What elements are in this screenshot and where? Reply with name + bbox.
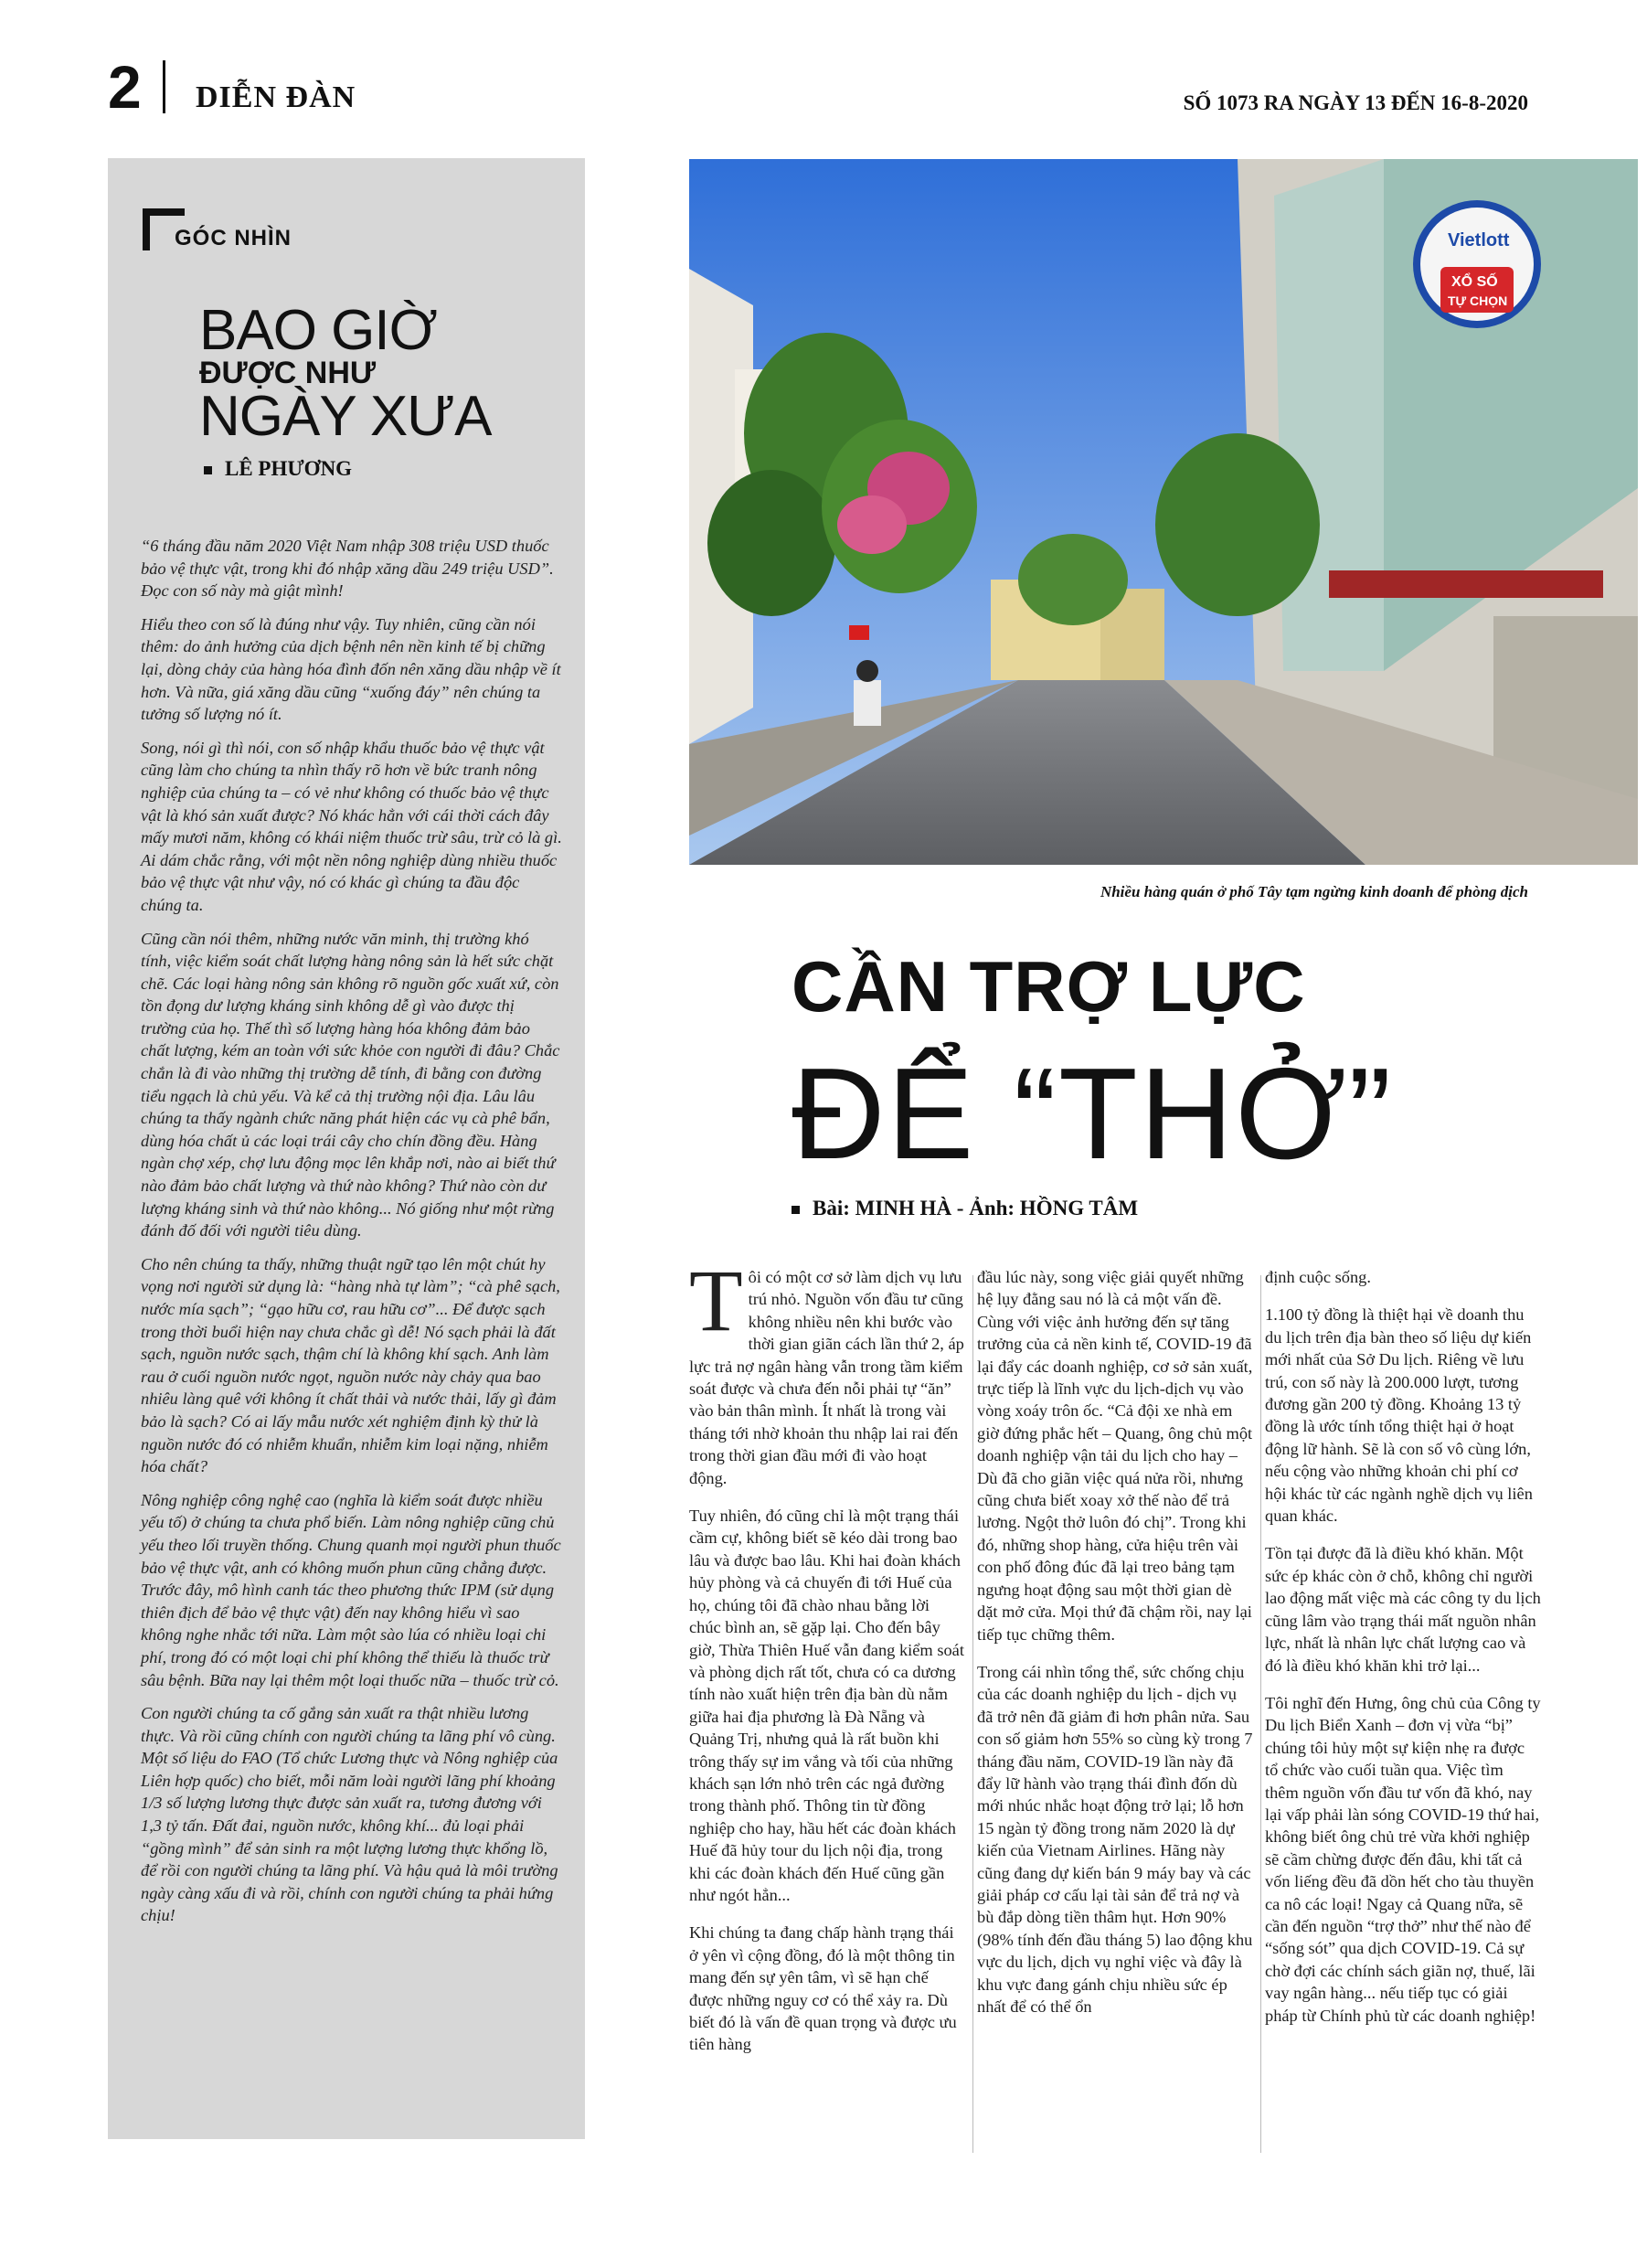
byline-text: Bài: MINH HÀ - Ảnh: HỒNG TÂM xyxy=(813,1197,1139,1219)
bullet-square-icon xyxy=(204,466,212,474)
sidebar-paragraph: Hiểu theo con số là đúng như vậy. Tuy nhiên, cũng cần nói thêm: do ảnh hưởng của dịch bệnh nên nền kinh tế bị chững lại, dòng chảy của hàng hóa đình đốn nên xăng dầu nhập về ít hơn. Và nữa, giá xăng dầu cũng “xuống đáy” nên chúng ta tưởng số lượng nó ít. xyxy=(141,614,561,724)
sidebar-goc-nhin xyxy=(108,158,585,2139)
sidebar-title-line1: BAO GIỜ xyxy=(199,299,437,362)
issue-info: SỐ 1073 RA NGÀY 13 ĐẾN 16-8-2020 xyxy=(1183,91,1528,114)
vietlott-sign xyxy=(1413,200,1541,328)
sidebar-author-name: LÊ PHƯƠNG xyxy=(225,457,353,480)
article-paragraph: Tuy nhiên, đó cũng chỉ là một trạng thái cầm cự, không biết sẽ kéo dài trong bao lâu và được bao lâu. Khi hai đoàn khách hủy phòng và cả chuyến đi tới Huế của họ, chúng tôi đã chào nhau bằng lời chúc bình an, sẽ gặp lại. Cho đến bây giờ, Thừa Thiên Huế vẫn đang kiểm soát và phòng dịch rất tốt, chưa có ca dương tính nào xuất hiện trên địa bàn dù nằm giữa hai địa phương là Đà Nẵng và Quảng Trị, nhưng quả là rất buồn khi trông thấy sự im vắng và tối của những khách sạn lớn nhỏ trên các ngả đường trong thành phố. Thông tin từ đồng nghiệp cho hay, hầu hết các đoàn khách Huế đã hủy tour du lịch nội địa, trong khi các đoàn khách đến Huế cũng gần như ngót hẳn... xyxy=(689,1507,964,1904)
article-column-1 xyxy=(689,1251,965,2071)
sidebar-author xyxy=(204,457,352,481)
article-byline xyxy=(792,1197,1138,1220)
vietlott-text-1: XỔ SỐ xyxy=(1451,274,1498,290)
article-paragraph: Trong cái nhìn tổng thể, sức chống chịu của các doanh nghiệp du lịch - dịch vụ đã trở nên đã giảm đi hơn phân nửa. Sau con số giảm hơn 55% so cùng kỳ trong 7 tháng đầu năm, COVID-19 lần này đã đẩy lữ hành vào trạng thái đình đốn dù mới nhúc nhắc hoạt động trở lại; lỗ hơn 15 ngàn tỷ đồng trong năm 2020 là dự kiến của Vietnam Airlines. Hãng này cũng đang dự kiến bán 9 máy bay và các giải pháp cơ cấu lại tài sản để trả nợ và bù đắp dòng tiền thâm hụt. Hơn 90% (98% tính đến đầu tháng 5) lao động khu vực du lịch, dịch vụ nghỉ việc và đây là khu vực đang gánh chịu nhiều sức ép nhất để có thể ổn xyxy=(977,1662,1253,2016)
photo-caption: Nhiều hàng quán ở phố Tây tạm ngừng kinh doanh để phòng dịch xyxy=(1100,883,1528,900)
sidebar-paragraph: Cho nên chúng ta thấy, những thuật ngữ tạo lên một chút hy vọng nơi người sử dụng là: “hàng nhà tự làm”; “cà phê sạch, nước mía sạch”; “gạo hữu cơ, rau hữu cơ”... Để được sạch trong thời buổi hiện nay chưa chắc gì dễ! Nó sạch phải là đất sạch, nguồn nước sạch, thậm chí là không khí sạch. Anh làm rau ở cuối nguồn nước ngọt, nguồn nước này chảy qua bao nhiêu làng quê với không ít chất thải và nước thải, lấy gì đảm bảo là sạch? Có ai lấy mẫu nước xét nghiệm định kỳ thử là nguồn nước đó có nhiễm khuẩn, nhiễm kim loại nặng, nhiễm hóa chất? xyxy=(141,1254,560,1476)
column-divider xyxy=(972,1275,973,2153)
header-divider xyxy=(163,60,165,113)
section-name: DIỄN ĐÀN xyxy=(196,80,356,114)
article-paragraph: Khi chúng ta đang chấp hành trạng thái ở yên vì cộng đồng, đó là một thông tin mang đến sự yên tâm, vì sẽ hạn chế được những nguy cơ có thể xảy ra. Dù biết đó là vấn đề quan trọng và được ưu tiên hàng xyxy=(689,1923,957,2054)
sidebar-paragraph: Cũng cần nói thêm, những nước văn minh, thị trường khó tính, việc kiểm soát chất lượng hàng nông sản là hết sức chặt chẽ. Các loại hàng nông sản không rõ nguồn gốc xuất xứ, còn tồn đọng dư lượng kháng sinh không dễ gì vào được thị trường của họ. Thế thì số lượng hàng hóa không đảm bảo chất lượng, kém an toàn với sức khỏe con người đi đâu? Chắc chắn là đi vào những thị trường dễ tính, đi bằng con đường tiểu ngạch là chủ yếu. Và kể cả thị trường nội địa. Lâu lâu chúng ta thấy ngành chức năng phát hiện các vụ cà phê bẩn, dùng hóa chất ủ các loại trái cây cho chín đồng đều. Hàng ngàn chợ xép, chợ lưu động mọc lên khắp nơi, nào ai biết thứ nào đảm bảo chất lượng và thứ nào không? Thứ nào còn dư lượng kháng sinh và thứ nào không... Nó giống như một rừng đánh đố đối với người tiêu dùng. xyxy=(141,929,560,1240)
column-divider xyxy=(1260,1275,1261,2153)
street-photo xyxy=(689,159,1638,865)
article-title-line1: CẦN TRỢ LỰC xyxy=(792,946,1306,1027)
article-paragraph: đầu lúc này, song việc giải quyết những hệ lụy đằng sau nó là cả một vấn đề. Cùng với việc ảnh hưởng đến sự tăng trưởng của cả nền kinh tế, COVID-19 đã lại đẩy các doanh nghiệp, cơ sở sản xuất, trực tiếp là lĩnh vực du lịch-dịch vụ vào vòng xoáy trôn ốc. “Cả đội xe nhà em giờ đứng phắc hết – Quang, ông chủ một doanh nghiệp vận tải du lịch cho hay – Dù đã cho giãn việc quá nửa rồi, nhưng cũng chưa biết xoay xở thế nào để trả lương. Ngột thở luôn đó chị”. Trong khi đó, những shop hàng, cửa hiệu trên vài con phố đông đúc đã lại treo bảng tạm ngưng hoạt động sau một thời gian dè dặt mở cửa. Mọi thứ đã chậm rồi, nay lại tiếp tục chững thêm. xyxy=(977,1268,1253,1644)
sidebar-paragraph: “6 tháng đầu năm 2020 Việt Nam nhập 308 triệu USD thuốc bảo vệ thực vật, trong khi đó nhập xăng dầu 249 triệu USD”. Đọc con số này mà giật mình! xyxy=(141,537,554,601)
sidebar-title-line2: ĐƯỢC NHƯ xyxy=(199,356,377,390)
vietlott-text-2: TỰ CHỌN xyxy=(1448,293,1508,308)
sidebar-paragraph: Song, nói gì thì nói, con số nhập khẩu thuốc bảo vệ thực vật cũng làm cho chúng ta nhìn thấy rõ hơn về bức tranh nông nghiệp của chúng ta – có vẻ như không có thuốc bảo vệ thực vật là khó sản xuất được? Nó khác hẳn với cái thời cách đây mấy mươi năm, không có khái niệm thuốc trừ sâu, trừ cỏ là gì. Ai dám chắc rằng, với một nền nông nghiệp dùng nhiều thuốc bảo vệ thực vật như vậy, nó có khác gì chúng ta đầu độc chúng ta. xyxy=(141,738,562,914)
dropcap: T xyxy=(689,1251,743,1349)
article-paragraph: 1.100 tỷ đồng là thiệt hại về doanh thu du lịch trên địa bàn theo số liệu dự kiến mới nhất của Sở Du lịch. Riêng về lưu trú, con số này là 200.000 lượt, tương đương gần 200 tỷ đồng. Khoảng 13 tỷ đồng là ước tính tổng thiệt hại ở hoạt động lữ hành. Sẽ là con số vô cùng lớn, nếu cộng vào những khoản chi phí cơ hội khác từ các ngành nghề dịch vụ liên quan khác. xyxy=(1265,1305,1533,1526)
sidebar-label: GÓC NHÌN xyxy=(175,226,292,250)
sidebar-body xyxy=(141,535,563,1938)
sidebar-title-line3: NGÀY XƯA xyxy=(199,385,492,448)
article-title-line2: ĐỂ “THỞ” xyxy=(792,1041,1394,1187)
sidebar-paragraph: Nông nghiệp công nghệ cao (nghĩa là kiểm soát được nhiều yếu tố) ở chúng ta chưa phổ biến. Làm nông nghiệp cũng chủ yếu theo lối truyền thống. Chung quanh mọi người phun thuốc bảo vệ thực vật, anh có không muốn phun cũng chẳng được. Trước đây, mô hình canh tác theo phương thức IPM (sử dụng thiên địch để bảo vệ thực vật) đến nay không hiểu vì sao không nghe nhắc tới nữa. Làm một sào lúa có nhiều loại chi phí, trong đó có một loại chi phí không thể thiếu là thuốc trừ sâu bệnh. Bữa nay lại thêm một loại thuốc nữa – thuốc trừ cỏ. xyxy=(141,1490,561,1689)
article-column-2 xyxy=(977,1266,1253,2033)
page-number: 2 xyxy=(108,53,142,121)
article-paragraph: định cuộc sống. xyxy=(1265,1268,1371,1286)
sidebar-paragraph: Con người chúng ta cố gắng sản xuất ra thật nhiều lương thực. Và rồi cũng chính con người chúng ta lãng phí vô cùng. Một số liệu do FAO (Tổ chức Lương thực và Nông nghiệp của Liên hợp quốc) cho biết, mỗi năm loài người lãng phí khoảng 1/3 số lượng lương thực được sản xuất ra, tương đương với 1,3 tỷ tấn. Đất đai, nguồn nước, không khí... đủ loại phải “gồng mình” để sản sinh ra một lượng lương thực khổng lồ, để rồi con người chúng ta lãng phí. Và hậu quả là môi trường ngày càng xấu đi và rồi, chính con người chúng ta phải hứng chịu! xyxy=(141,1704,558,1925)
article-column-3 xyxy=(1265,1266,1541,2042)
bullet-square-icon xyxy=(792,1206,800,1214)
vietlott-brand: Vietlott xyxy=(1448,230,1510,250)
article-paragraph: Tôi nghĩ đến Hưng, ông chủ của Công ty Du lịch Biển Xanh – đơn vị vừa “bị” chúng tôi hủy một sự kiện nhẹ ra được tổ chức vào cuối tuần qua. Việc tìm thêm nguồn vốn đầu tư vốn đã khó, nay lại vấp phải làn sóng COVID-19 thứ hai, không biết ông chủ trẻ vừa khởi nghiệp sẽ cầm chừng được đến đâu, khi tất cả vốn liếng đều đã dồn hết cho tàu thuyền ca nô các loại! Ngay cả Quang nữa, sẽ cần đến nguồn “trợ thở” như thế nào để “sống sót” qua dịch COVID-19. Cả sự chờ đợi các chính sách giãn nợ, thuế, lãi vay ngân hàng... nếu tiếp tục có giải pháp từ Chính phủ từ các doanh nghiệp! xyxy=(1265,1693,1541,2025)
article-paragraph: ôi có một cơ sở làm dịch vụ lưu trú nhỏ. Nguồn vốn đầu tư cũng không nhiều nên khi bước vào thời gian giãn cách lần thứ 2, áp lực trả nợ ngân hàng vẫn trong tầm kiểm soát được và chưa đến nỗi phải tự “ăn” vào bản thân mình. Ít nhất là trong vài tháng tới nhờ khoản thu nhập lai rai đến trong thời gian đầu mới đi vào hoạt động. xyxy=(689,1268,964,1487)
article-paragraph: Tồn tại được đã là điều khó khăn. Một sức ép khác còn ở chỗ, không chỉ người lao động mất việc mà các công ty du lịch cũng lâm vào trạng thái mất nguồn nhân lực, nhất là nhân lực chất lượng cao và đó là điều khó khăn khi trở lại... xyxy=(1265,1544,1541,1675)
